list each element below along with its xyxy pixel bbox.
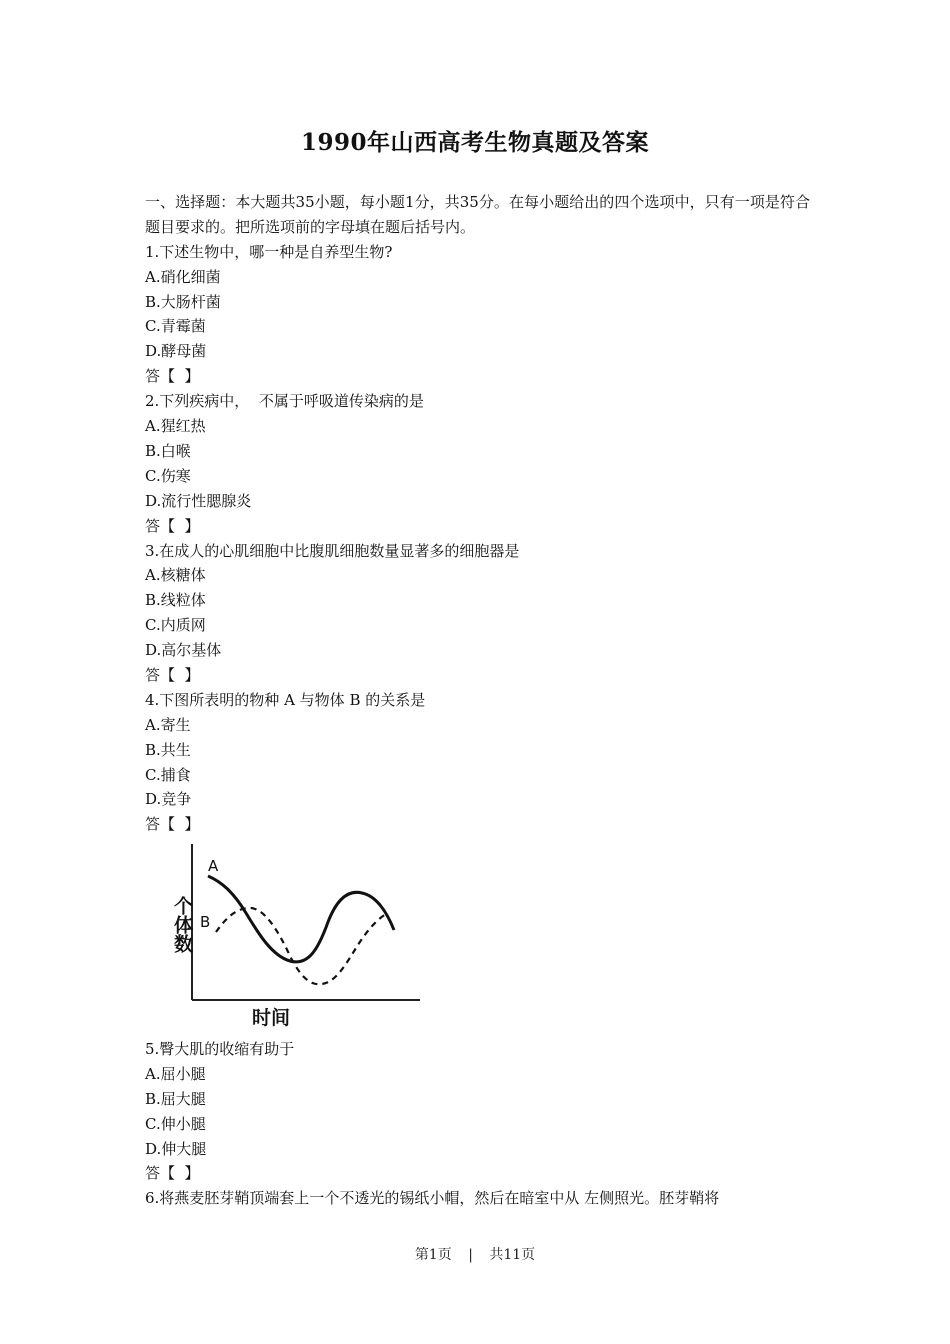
- question-stem: 4.下图所表明的物种 A 与物体 B 的关系是: [145, 690, 426, 709]
- answer-bracket: 答【 】: [145, 665, 200, 684]
- option: A.猩红热: [145, 417, 206, 436]
- option: D.伸大腿: [145, 1139, 207, 1158]
- option: D.流行性腮腺炎: [145, 491, 252, 510]
- answer-bracket: 答【 】: [145, 516, 200, 535]
- answer-bracket: 答【 】: [145, 1164, 200, 1183]
- page-number: 第1页: [414, 1247, 452, 1263]
- page-total: 共11页: [489, 1247, 536, 1263]
- option: C.伤寒: [145, 466, 191, 485]
- question-stem: 2.下列疾病中， 不属于呼吸道传染病的是: [145, 392, 424, 411]
- option: C.伸小腿: [145, 1114, 206, 1133]
- question-list-part2: [145, 1037, 810, 1211]
- option: B.共生: [145, 740, 191, 759]
- option: D.竞争: [145, 790, 192, 809]
- option: C.捕食: [145, 765, 191, 784]
- option: B.屈大腿: [145, 1089, 206, 1108]
- curve-b: [216, 908, 386, 984]
- question-stem: 6.将燕麦胚芽鞘顶端套上一个不透光的锡纸小帽，然后在暗室中从 左侧照光。胚芽鞘将: [145, 1189, 720, 1208]
- question-list-part1: [145, 190, 810, 837]
- option: D.高尔基体: [145, 641, 222, 660]
- option: B.线粒体: [145, 591, 206, 610]
- page-title: 1990年山西高考生物真题及答案: [300, 129, 649, 156]
- page-footer: [0, 1244, 950, 1264]
- answer-bracket: 答【 】: [145, 367, 200, 386]
- option: A.寄生: [145, 715, 191, 734]
- option: B.白喉: [145, 441, 191, 460]
- option: A.屈小腿: [145, 1064, 206, 1083]
- curve-a: [208, 876, 394, 962]
- population-graph: [160, 838, 430, 1033]
- question-stem: 1.下述生物中，哪一种是自养型生物?: [145, 242, 393, 261]
- question-stem: 5.臀大肌的收缩有助于: [145, 1040, 295, 1058]
- footer-separator: |: [468, 1247, 473, 1263]
- option: C.青霉菌: [145, 317, 206, 336]
- option: C.内质网: [145, 616, 206, 635]
- x-axis-label: 时间: [252, 1007, 291, 1029]
- section-intro: 一、选择题：本大题共35小题，每小题1分，共35分。在每小题给出的四个选项中，只有一项是符合题目要求的。把所选项前的字母填在题后括号内。: [145, 193, 810, 236]
- option: B.大肠杆菌: [145, 292, 221, 311]
- option: A.硝化细菌: [145, 267, 221, 286]
- option: A.核糖体: [145, 566, 206, 585]
- y-axis-label: 个体数: [171, 896, 193, 953]
- curve-b-label: B: [200, 913, 211, 931]
- option: D.酵母菌: [145, 342, 207, 361]
- question-stem: 3.在成人的心肌细胞中比腹肌细胞数量显著多的细胞器是: [145, 541, 520, 560]
- answer-bracket: 答【 】: [145, 815, 200, 834]
- curve-a-label: A: [208, 857, 219, 875]
